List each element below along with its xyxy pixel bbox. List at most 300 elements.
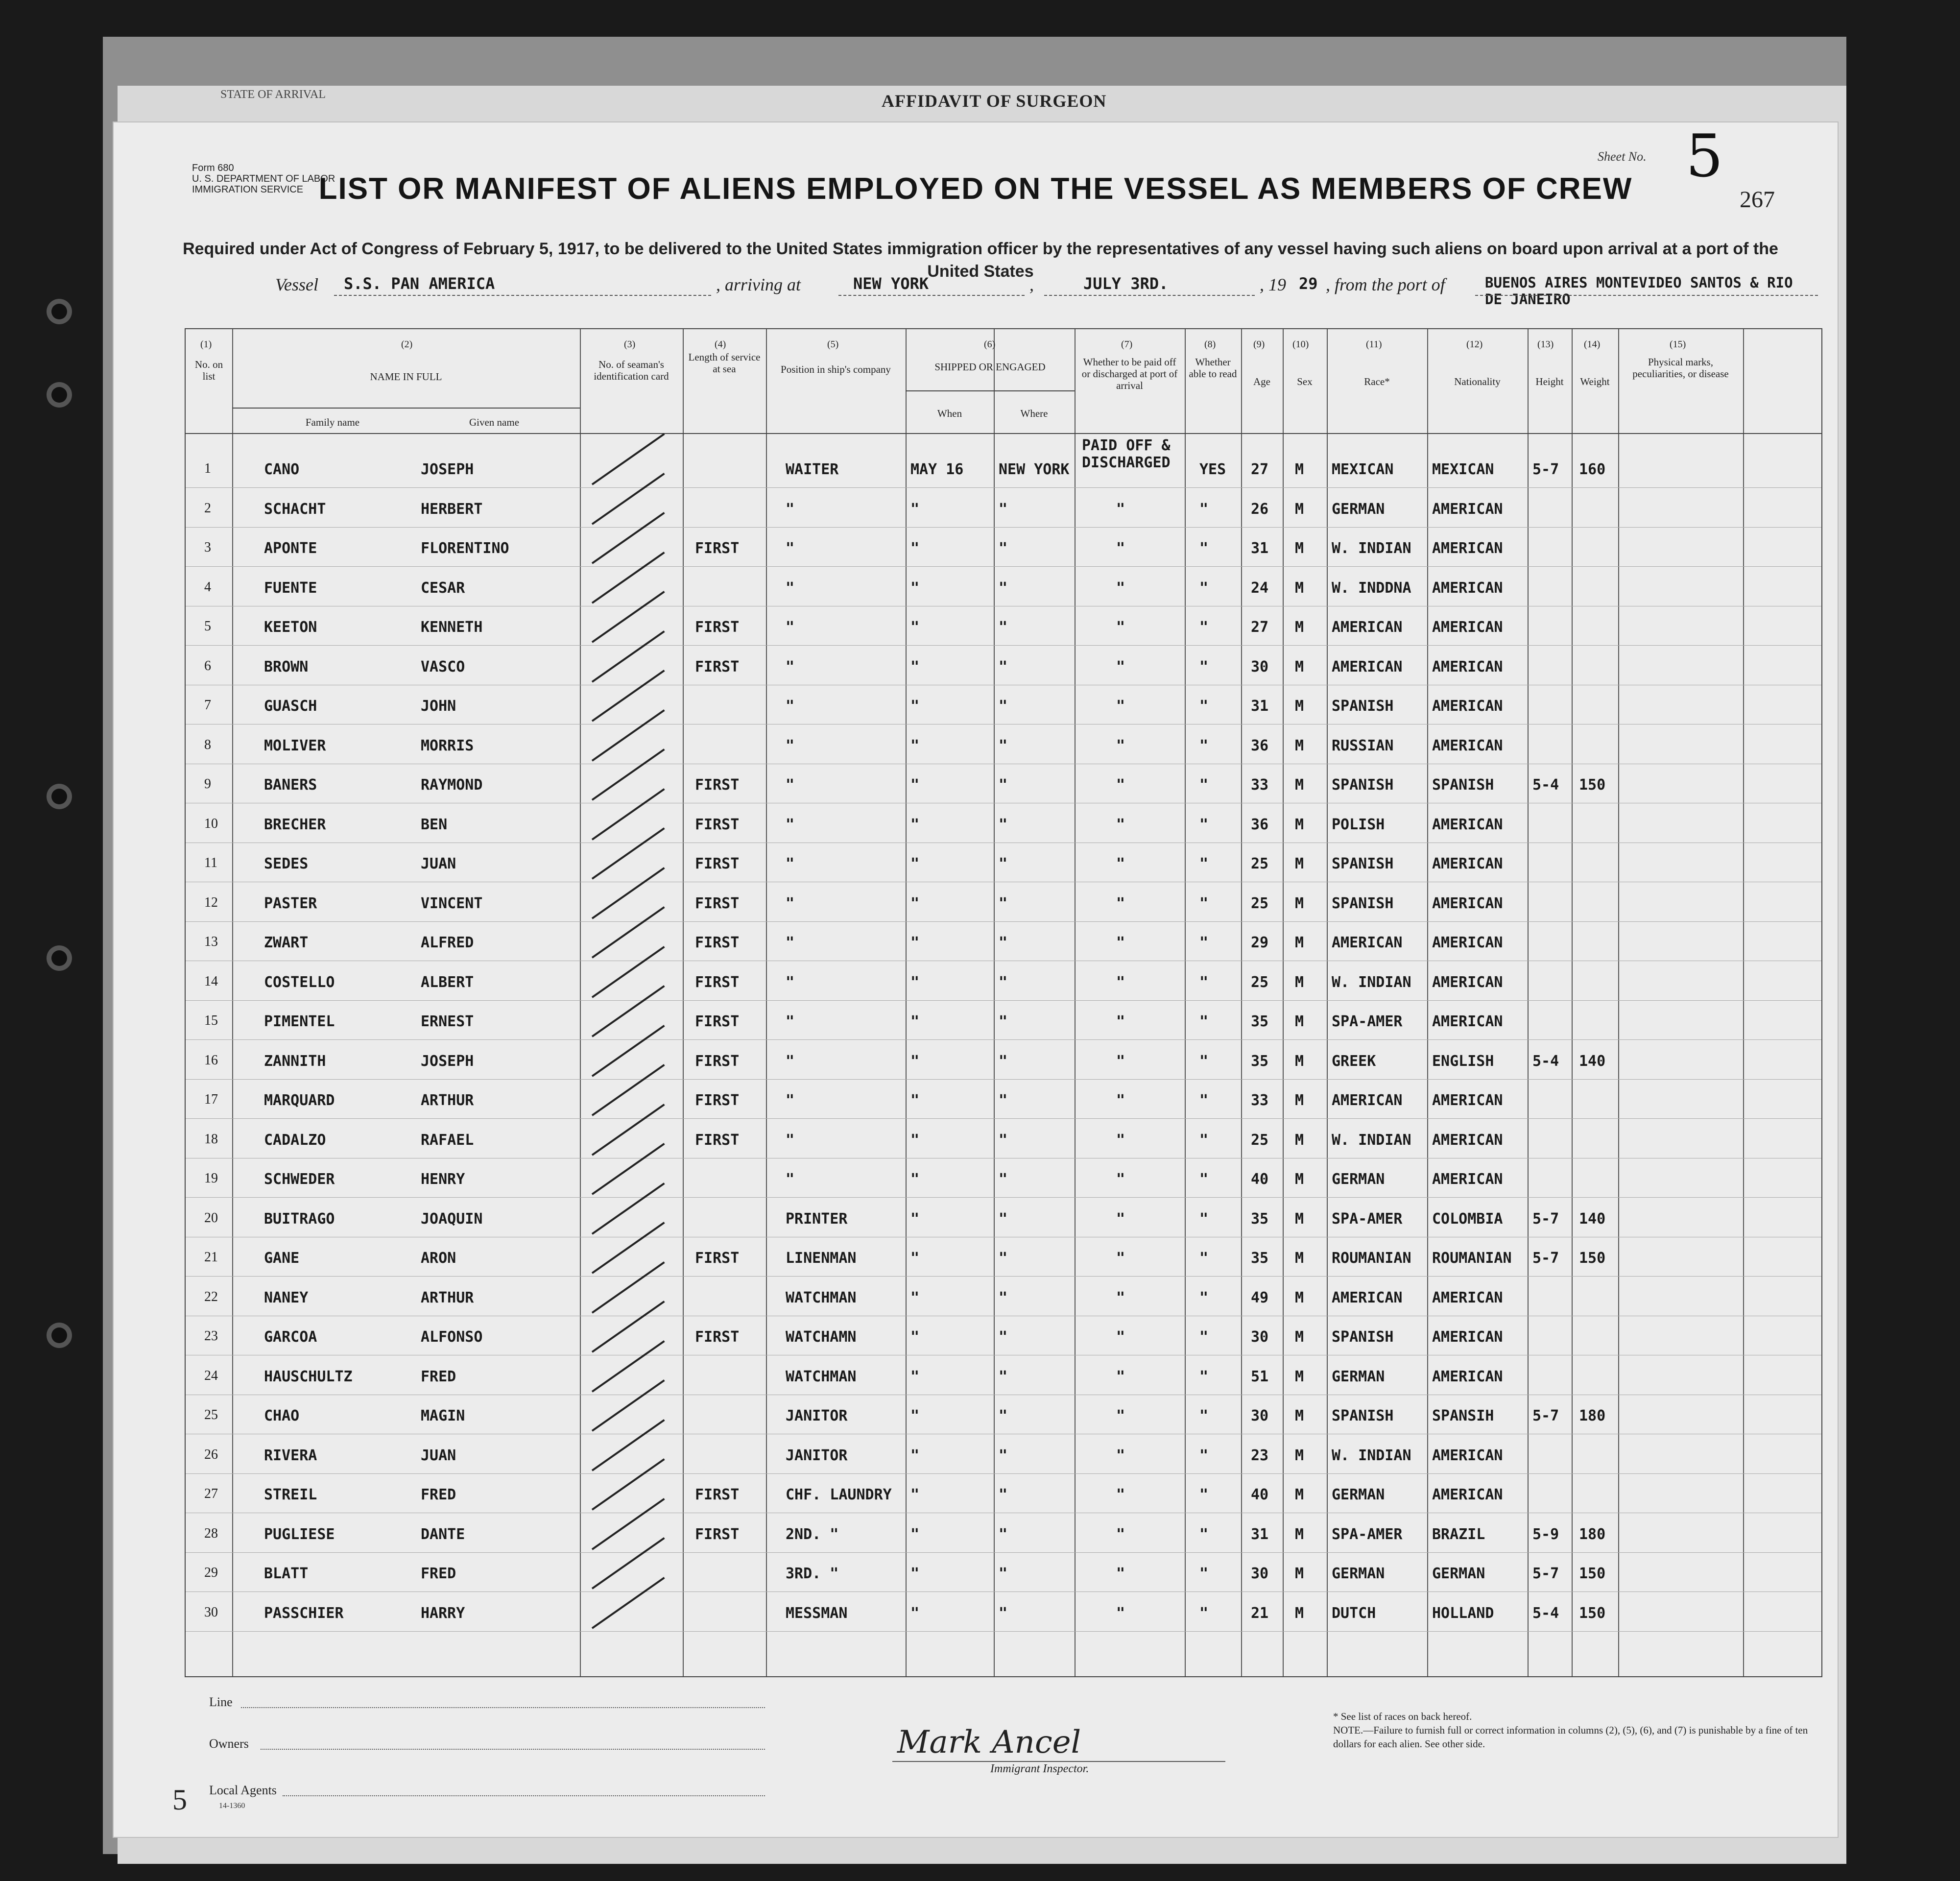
cell-no: 26 [204, 1447, 218, 1462]
cell-sex: M [1295, 1171, 1304, 1188]
cell-position: " [786, 500, 795, 518]
cell-paid: " [1116, 619, 1125, 636]
page-title: LIST OR MANIFEST OF ALIENS EMPLOYED ON THE VESSEL AS MEMBERS OF CREW [318, 172, 1633, 206]
cell-paid: " [1116, 540, 1125, 557]
cell-given: FRED [421, 1565, 456, 1582]
table-row [186, 1593, 1821, 1632]
form-code: 14-1360 [219, 1802, 245, 1810]
cell-read: " [1199, 1525, 1209, 1543]
cell-when: " [910, 500, 920, 518]
cell-weight: 140 [1579, 1052, 1606, 1070]
cell-position: 2ND. " [786, 1525, 839, 1543]
cell-height: 5-7 [1532, 1565, 1559, 1582]
row-rule [186, 1276, 1821, 1277]
col-14-header: Weight [1580, 376, 1610, 387]
row-rule [186, 645, 1821, 646]
cell-nat: AMERICAN [1432, 1131, 1503, 1149]
cell-given: ALFONSO [421, 1328, 483, 1346]
cell-where: " [999, 1131, 1008, 1149]
cell-sex: M [1295, 579, 1304, 597]
cell-height: 5-9 [1532, 1525, 1559, 1543]
cell-read: " [1199, 540, 1209, 557]
cell-no: 2 [204, 500, 211, 516]
cell-nat: AMERICAN [1432, 934, 1503, 951]
manifest-table [185, 328, 1822, 1677]
cell-nat: AMERICAN [1432, 1171, 1503, 1188]
cell-read: " [1199, 1013, 1209, 1030]
row-rule [186, 487, 1821, 488]
from-port: BUENOS AIRES MONTEVIDEO SANTOS & RIO DE JANEIRO [1485, 274, 1793, 308]
inspector-label: Immigrant Inspector. [990, 1762, 1089, 1775]
cell-paid: " [1116, 816, 1125, 833]
cell-height: 5-7 [1532, 461, 1559, 478]
arrival-date-underline [1044, 295, 1255, 296]
cell-service: FIRST [695, 973, 740, 991]
cell-race: W. INDDNA [1332, 579, 1411, 597]
cell-nat: AMERICAN [1432, 737, 1503, 754]
cell-race: W. INDIAN [1332, 1131, 1411, 1149]
cell-read: " [1199, 776, 1209, 794]
table-row [186, 1474, 1821, 1514]
cell-age: 21 [1251, 1604, 1269, 1622]
arriving-label: , arriving at [716, 275, 801, 294]
cell-age: 31 [1251, 540, 1269, 557]
table-row [186, 1278, 1821, 1317]
cell-race: AMERICAN [1332, 1092, 1403, 1109]
cell-position: WAITER [786, 461, 839, 478]
cell-age: 24 [1251, 579, 1269, 597]
manifest-page [114, 122, 1838, 1837]
cell-when: " [910, 1210, 920, 1228]
cell-given: RAYMOND [421, 776, 483, 794]
cell-where: " [999, 1407, 1008, 1424]
cell-no: 28 [204, 1525, 218, 1541]
cell-weight: 180 [1579, 1407, 1606, 1424]
col-11-header: Race* [1364, 376, 1390, 387]
cell-given: ALBERT [421, 973, 474, 991]
cell-position: PRINTER [786, 1210, 848, 1228]
cell-when: " [910, 579, 920, 597]
cell-paid: " [1116, 1447, 1125, 1464]
sheet-number: 5 [1686, 122, 1723, 191]
cell-nat: COLOMBIA [1432, 1210, 1503, 1228]
cell-service: FIRST [695, 1013, 740, 1030]
col-6-header: SHIPPED OR ENGAGED [934, 361, 1046, 373]
cell-sex: M [1295, 1407, 1304, 1424]
cell-read: " [1199, 934, 1209, 951]
row-rule [186, 1552, 1821, 1553]
inspector-signature: Mark Ancel [897, 1724, 1081, 1760]
cell-family: CHAO [264, 1407, 300, 1424]
table-row [186, 1356, 1821, 1396]
cell-where: NEW YORK [999, 461, 1070, 478]
cell-race: W. INDIAN [1332, 973, 1411, 991]
header-bottom-line [186, 433, 1821, 434]
cell-weight: 140 [1579, 1210, 1606, 1228]
cell-age: 23 [1251, 1447, 1269, 1464]
row-rule [186, 1631, 1821, 1632]
cell-family: CANO [264, 461, 300, 478]
col-3-header: No. of seaman's identification card [594, 359, 669, 382]
cell-age: 35 [1251, 1013, 1269, 1030]
col-3-number: (3) [624, 339, 636, 350]
cell-family: BANERS [264, 776, 317, 794]
signature-line [892, 1761, 1225, 1762]
cell-given: DANTE [421, 1525, 465, 1543]
cell-nat: AMERICAN [1432, 1486, 1503, 1503]
cell-position: " [786, 1052, 795, 1070]
cell-where: " [999, 579, 1008, 597]
table-row [186, 449, 1821, 488]
row-rule [186, 1473, 1821, 1474]
page-subtitle: Required under Act of Congress of February 5, 1917, to be delivered to the United States immigration officer by the representatives of any vessel having such aliens on board upon arrival at a port of the United States [183, 240, 1778, 281]
page-number: 267 [1740, 187, 1775, 213]
cell-given: FRED [421, 1486, 456, 1503]
cell-given: JOAQUIN [421, 1210, 483, 1228]
line-label: Line [209, 1695, 233, 1709]
cell-age: 31 [1251, 698, 1269, 715]
cell-race: AMERICAN [1332, 934, 1403, 951]
cell-race: RUSSIAN [1332, 737, 1394, 754]
cell-race: MEXICAN [1332, 461, 1394, 478]
row-rule [186, 566, 1821, 567]
cell-age: 29 [1251, 934, 1269, 951]
cell-no: 4 [204, 579, 211, 595]
cell-race: AMERICAN [1332, 1289, 1403, 1306]
cell-position: " [786, 737, 795, 754]
cell-weight: 160 [1579, 461, 1606, 478]
cell-position: " [786, 934, 795, 951]
cell-weight: 150 [1579, 1565, 1606, 1582]
cell-family: PASTER [264, 894, 317, 912]
cell-age: 25 [1251, 894, 1269, 912]
cell-read: " [1199, 579, 1209, 597]
cell-height: 5-7 [1532, 1250, 1559, 1267]
cell-no: 22 [204, 1289, 218, 1304]
cell-family: HAUSCHULTZ [264, 1368, 353, 1385]
cell-read: " [1199, 816, 1209, 833]
cell-race: GERMAN [1332, 1486, 1385, 1503]
form-number: Form 680 [192, 163, 234, 173]
col-8-header: Whether able to read [1189, 356, 1237, 380]
cell-given: ALFRED [421, 934, 474, 951]
table-row [186, 607, 1821, 646]
name-subheader-line [232, 408, 580, 409]
cell-where: " [999, 1171, 1008, 1188]
cell-age: 25 [1251, 855, 1269, 872]
cell-service: FIRST [695, 1486, 740, 1503]
cell-family: MARQUARD [264, 1092, 335, 1109]
cell-position: " [786, 973, 795, 991]
cell-where: " [999, 1210, 1008, 1228]
cell-position: " [786, 1013, 795, 1030]
cell-when: " [910, 1250, 920, 1267]
cell-read: " [1199, 1368, 1209, 1385]
cell-race: W. INDIAN [1332, 1447, 1411, 1464]
cell-read: " [1199, 1052, 1209, 1070]
cell-given: FLORENTINO [421, 540, 509, 557]
cell-family: RIVERA [264, 1447, 317, 1464]
table-row [186, 844, 1821, 883]
table-row [186, 765, 1821, 804]
cell-paid: " [1116, 776, 1125, 794]
department-name: U. S. DEPARTMENT OF LABOR [192, 173, 335, 184]
vessel-name: S.S. PAN AMERICA [344, 274, 495, 293]
cell-sex: M [1295, 894, 1304, 912]
footer-note [1333, 1710, 1813, 1751]
cell-position: " [786, 1171, 795, 1188]
col-1-number: (1) [200, 339, 212, 350]
cell-no: 3 [204, 540, 211, 555]
cell-race: SPA-AMER [1332, 1525, 1403, 1543]
cell-race: AMERICAN [1332, 619, 1403, 636]
cell-family: BRECHER [264, 816, 326, 833]
cell-race: SPA-AMER [1332, 1210, 1403, 1228]
cell-family: GARCOA [264, 1328, 317, 1346]
table-row [186, 1553, 1821, 1592]
row-rule [186, 1000, 1821, 1001]
table-row [186, 883, 1821, 922]
cell-where: " [999, 1604, 1008, 1622]
cell-family: BROWN [264, 658, 309, 675]
cell-paid: " [1116, 658, 1125, 675]
cell-given: HENRY [421, 1171, 465, 1188]
table-row [186, 568, 1821, 607]
table-row [186, 1080, 1821, 1119]
subheader-line [906, 390, 1075, 391]
cell-position: " [786, 855, 795, 872]
cell-age: 25 [1251, 973, 1269, 991]
cell-race: ROUMANIAN [1332, 1250, 1411, 1267]
cell-when: " [910, 1407, 920, 1424]
cell-where: " [999, 1368, 1008, 1385]
vessel-info-line [275, 274, 1818, 308]
table-row [186, 647, 1821, 686]
from-port-underline [1475, 295, 1818, 296]
col-9-header: Age [1253, 376, 1270, 387]
cell-age: 30 [1251, 1328, 1269, 1346]
cell-height: 5-4 [1532, 776, 1559, 794]
cell-paid: " [1116, 855, 1125, 872]
cell-position: " [786, 894, 795, 912]
col-7-header: Whether to be paid off or discharged at port of arrival [1081, 356, 1178, 391]
cell-age: 35 [1251, 1210, 1269, 1228]
cell-where: " [999, 1052, 1008, 1070]
cell-nat: SPANSIH [1432, 1407, 1494, 1424]
cell-service: FIRST [695, 658, 740, 675]
table-row [186, 1238, 1821, 1277]
cell-sex: M [1295, 776, 1304, 794]
cell-race: SPANISH [1332, 776, 1394, 794]
cell-sex: M [1295, 1565, 1304, 1582]
cell-no: 20 [204, 1210, 218, 1226]
col-12-number: (12) [1466, 339, 1483, 350]
cell-no: 1 [204, 461, 211, 476]
owners-label: Owners [209, 1736, 249, 1751]
col-6-when-header: When [937, 408, 962, 419]
col-2-family-header: Family name [305, 416, 360, 428]
cell-no: 5 [204, 619, 211, 634]
cell-read: " [1199, 500, 1209, 518]
cell-race: GERMAN [1332, 1368, 1385, 1385]
cell-given: JUAN [421, 1447, 456, 1464]
year-label: , 19 [1260, 275, 1286, 294]
cell-paid: " [1116, 1131, 1125, 1149]
cell-read: " [1199, 658, 1209, 675]
col-6-number: (6) [984, 339, 996, 350]
cell-paid: " [1116, 1092, 1125, 1109]
cell-no: 25 [204, 1407, 218, 1423]
cell-when: " [910, 816, 920, 833]
cell-no: 24 [204, 1368, 218, 1383]
cell-where: " [999, 619, 1008, 636]
cell-family: APONTE [264, 540, 317, 557]
cell-nat: AMERICAN [1432, 855, 1503, 872]
table-row [186, 1514, 1821, 1553]
cell-family: CADALZO [264, 1131, 326, 1149]
cell-paid: " [1116, 1486, 1125, 1503]
row-rule [186, 1197, 1821, 1198]
col-9-number: (9) [1253, 339, 1265, 350]
cell-given: MAGIN [421, 1407, 465, 1424]
cell-read: " [1199, 973, 1209, 991]
cell-read: " [1199, 1131, 1209, 1149]
cell-nat: GERMAN [1432, 1565, 1485, 1582]
cell-position: " [786, 1092, 795, 1109]
cell-no: 9 [204, 776, 211, 792]
row-rule [186, 1118, 1821, 1119]
cell-position: " [786, 579, 795, 597]
cell-weight: 150 [1579, 776, 1606, 794]
cell-when: " [910, 1171, 920, 1188]
cell-nat: AMERICAN [1432, 1289, 1503, 1306]
cell-where: " [999, 1289, 1008, 1306]
cell-where: " [999, 816, 1008, 833]
cell-position: 3RD. " [786, 1565, 839, 1582]
cell-race: SPANISH [1332, 698, 1394, 715]
cell-sex: M [1295, 698, 1304, 715]
cell-family: COSTELLO [264, 973, 335, 991]
cell-age: 36 [1251, 737, 1269, 754]
table-row [186, 962, 1821, 1001]
cell-position: LINENMAN [786, 1250, 857, 1267]
cell-given: BEN [421, 816, 448, 833]
cell-age: 30 [1251, 1407, 1269, 1424]
col-6-where-header: Where [1020, 408, 1048, 419]
cell-read: " [1199, 1289, 1209, 1306]
local-agents-label: Local Agents [209, 1783, 277, 1797]
cell-family: BLATT [264, 1565, 309, 1582]
cell-service: FIRST [695, 1525, 740, 1543]
penalty-note: NOTE.—Failure to furnish full or correct information in columns (2), (5), (6), and (7) is punishable by a fine of ten dollars for each alien. See other side. [1333, 1724, 1808, 1750]
sheet-label: Sheet No. [1598, 149, 1647, 164]
cell-sex: M [1295, 540, 1304, 557]
cell-age: 26 [1251, 500, 1269, 518]
cell-sex: M [1295, 461, 1304, 478]
cell-race: GERMAN [1332, 1565, 1385, 1582]
cell-sex: M [1295, 816, 1304, 833]
cell-where: " [999, 973, 1008, 991]
cell-no: 15 [204, 1013, 218, 1028]
cell-service: FIRST [695, 1250, 740, 1267]
cell-service: FIRST [695, 855, 740, 872]
table-row [186, 1435, 1821, 1474]
cell-race: GERMAN [1332, 1171, 1385, 1188]
cell-where: " [999, 1447, 1008, 1464]
cell-paid: " [1116, 698, 1125, 715]
cell-sex: M [1295, 1368, 1304, 1385]
col-5-number: (5) [827, 339, 839, 350]
cell-age: 33 [1251, 776, 1269, 794]
cell-family: SEDES [264, 855, 309, 872]
cell-where: " [999, 894, 1008, 912]
cell-nat: AMERICAN [1432, 619, 1503, 636]
cell-age: 30 [1251, 1565, 1269, 1582]
cell-read: " [1199, 1171, 1209, 1188]
binder-hole [47, 784, 72, 809]
cell-read: " [1199, 1407, 1209, 1424]
cell-family: KEETON [264, 619, 317, 636]
table-row [186, 1001, 1821, 1040]
cell-height: 5-7 [1532, 1210, 1559, 1228]
cell-given: JOHN [421, 698, 456, 715]
cell-read: " [1199, 1250, 1209, 1267]
cell-age: 25 [1251, 1131, 1269, 1149]
col-14-number: (14) [1584, 339, 1601, 350]
cell-sex: M [1295, 1052, 1304, 1070]
cell-nat: AMERICAN [1432, 500, 1503, 518]
cell-when: " [910, 1328, 920, 1346]
cell-sex: M [1295, 973, 1304, 991]
cell-when: " [910, 1131, 920, 1149]
arriving-port-underline [838, 295, 1025, 296]
cell-race: GREEK [1332, 1052, 1376, 1070]
cell-sex: M [1295, 500, 1304, 518]
cell-position: " [786, 1131, 795, 1149]
cell-paid: " [1116, 1289, 1125, 1306]
row-rule [186, 527, 1821, 528]
binder-hole [47, 299, 72, 324]
service-name: IMMIGRATION SERVICE [192, 184, 304, 195]
col-2-header: NAME IN FULL [370, 371, 442, 383]
cell-when: " [910, 973, 920, 991]
table-row [186, 1317, 1821, 1356]
cell-read: " [1199, 1486, 1209, 1503]
cell-when: " [910, 737, 920, 754]
cell-sex: M [1295, 934, 1304, 951]
cell-paid: " [1116, 1013, 1125, 1030]
cell-when: " [910, 1525, 920, 1543]
cell-paid: " [1116, 500, 1125, 518]
cell-age: 36 [1251, 816, 1269, 833]
cell-nat: AMERICAN [1432, 698, 1503, 715]
table-row [186, 922, 1821, 962]
cell-paid: " [1116, 1604, 1125, 1622]
cell-when: " [910, 1092, 920, 1109]
cell-service: FIRST [695, 894, 740, 912]
cell-sex: M [1295, 1289, 1304, 1306]
cell-where: " [999, 658, 1008, 675]
cell-given: FRED [421, 1368, 456, 1385]
back-sheet-small-text: STATE OF ARRIVAL [220, 88, 326, 101]
cell-position: " [786, 658, 795, 675]
cell-sex: M [1295, 737, 1304, 754]
cell-family: NANEY [264, 1289, 309, 1306]
cell-read: " [1199, 1092, 1209, 1109]
cell-paid: " [1116, 1210, 1125, 1228]
cell-read: " [1199, 1328, 1209, 1346]
cell-age: 51 [1251, 1368, 1269, 1385]
